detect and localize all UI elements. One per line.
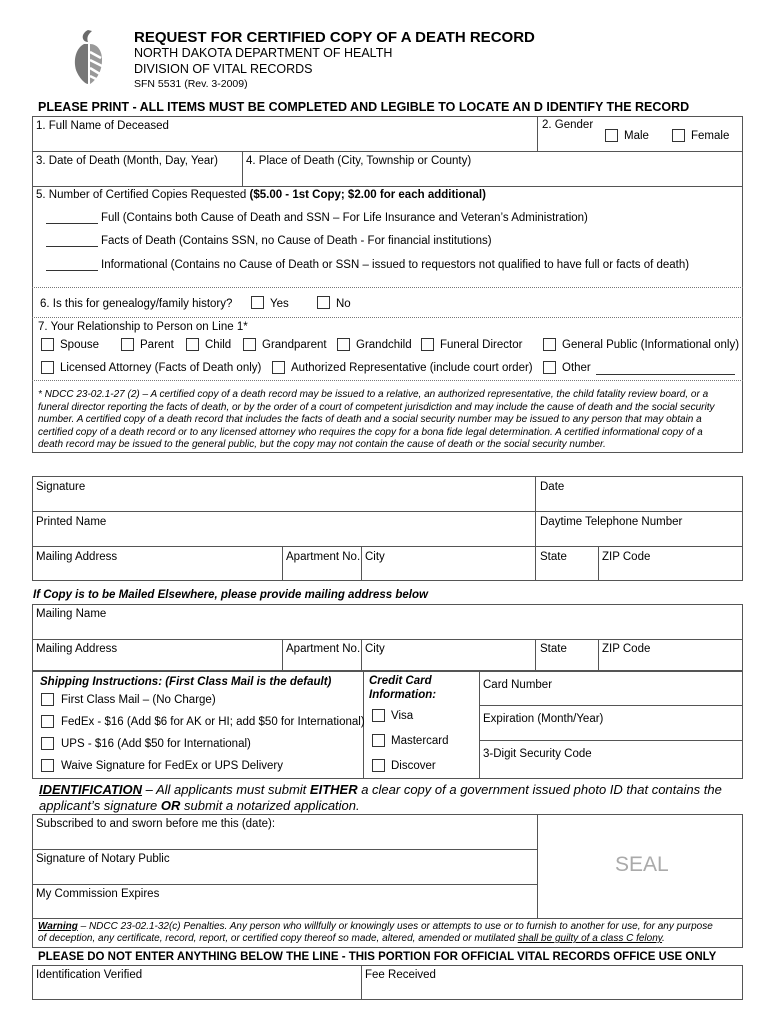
- form-number: SFN 5531 (Rev. 3-2009): [134, 78, 248, 90]
- mailing-name-label: Mailing Name: [36, 608, 107, 620]
- signature-label: Signature: [36, 481, 86, 493]
- credit-card-heading: Credit Card: [369, 675, 432, 687]
- date-label: Date: [540, 481, 565, 493]
- date-of-death-label: 3. Date of Death (Month, Day, Year): [36, 155, 218, 167]
- licensed-attorney-checkbox[interactable]: [41, 361, 54, 374]
- alt-city-label: City: [365, 643, 385, 655]
- office-use-heading: PLEASE DO NOT ENTER ANYTHING BELOW THE LINE - THIS PORTION FOR OFFICIAL VITAL RECORDS OFFICE USE ONLY: [38, 951, 717, 963]
- facts-copies-blank[interactable]: [46, 246, 98, 247]
- notary-signature-label: Signature of Notary Public: [36, 853, 170, 865]
- daytime-phone-field[interactable]: [540, 529, 738, 544]
- genealogy-no-checkbox[interactable]: [317, 296, 330, 309]
- ups-label: UPS - $16 (Add $50 for International): [61, 738, 251, 750]
- grandparent-checkbox[interactable]: [243, 338, 256, 351]
- fedex-checkbox[interactable]: [41, 715, 54, 728]
- other-blank[interactable]: [596, 374, 735, 375]
- child-label: Child: [205, 339, 232, 351]
- alt-mailing-address-label: Mailing Address: [36, 643, 118, 655]
- full-name-label: 1. Full Name of Deceased: [36, 120, 169, 132]
- facts-copy-label: Facts of Death (Contains SSN, no Cause of Death - For financial institutions): [101, 235, 492, 247]
- security-code-field[interactable]: [483, 761, 738, 776]
- grandparent-label: Grandparent: [262, 339, 327, 351]
- other-label: Other: [562, 362, 591, 374]
- card-number-field[interactable]: [483, 691, 738, 704]
- ndcc-note: * NDCC 23-02.1-27 (2) – A certified copy of a death record may be issued to a relative, an authorized representative, the child fatality review board, or a funeral director reporting the facts of death, or by the order of a court of competent jurisdiction and may include the cause of death and the social security number. A certified copy of a death record that includes the facts of death and a social security number may be issued to any person that may obtain a certified copy of a death record or to any licensed attorney who requires the copy for a bona fide legal determination. A certified informational copy of a death record may be issued to the general public, but the copy may not contain the cause of death or the social security number.: [38, 389, 715, 450]
- child-checkbox[interactable]: [186, 338, 199, 351]
- printed-name-label: Printed Name: [36, 516, 107, 528]
- informational-copies-blank[interactable]: [46, 270, 98, 271]
- security-code-label: 3-Digit Security Code: [483, 748, 592, 760]
- funeral-director-checkbox[interactable]: [421, 338, 434, 351]
- grandchild-label: Grandchild: [356, 339, 412, 351]
- print-instruction: PLEASE PRINT - ALL ITEMS MUST BE COMPLETED AND LEGIBLE TO LOCATE AN D IDENTIFY THE RECORD: [38, 100, 690, 114]
- credit-card-heading-2: Information:: [369, 689, 437, 701]
- parent-checkbox[interactable]: [121, 338, 134, 351]
- male-label: Male: [624, 130, 649, 142]
- place-of-death-label: 4. Place of Death (City, Township or County): [246, 155, 472, 167]
- genealogy-question: 6. Is this for genealogy/family history?: [40, 298, 233, 310]
- mastercard-checkbox[interactable]: [372, 734, 385, 747]
- authorized-rep-label: Authorized Representative (include court order): [291, 362, 533, 374]
- identification-notice: IDENTIFICATION – All applicants must submit EITHER a clear copy of a government issued photo ID that contains the applicant’s signature OR submit a notarized application.: [39, 782, 722, 813]
- alt-apt-no-label: Apartment No.: [286, 643, 361, 655]
- state-label: State: [540, 551, 567, 563]
- mailing-name-field[interactable]: [36, 621, 736, 636]
- waive-signature-label: Waive Signature for FedEx or UPS Delivery: [61, 760, 283, 772]
- visa-label: Visa: [391, 710, 414, 722]
- card-number-label: Card Number: [483, 679, 553, 691]
- place-of-death-field[interactable]: [246, 169, 736, 184]
- gender-label: 2. Gender: [542, 119, 594, 131]
- commission-expires-label: My Commission Expires: [36, 888, 160, 900]
- fee-received-label: Fee Received: [365, 969, 436, 981]
- department-name: NORTH DAKOTA DEPARTMENT OF HEALTH: [134, 46, 393, 60]
- subscribed-label: Subscribed to and sworn before me this (date):: [36, 818, 276, 830]
- division-name: DIVISION OF VITAL RECORDS: [134, 62, 313, 76]
- first-class-label: First Class Mail – (No Charge): [61, 694, 216, 706]
- waive-signature-checkbox[interactable]: [41, 759, 54, 772]
- full-copies-blank[interactable]: [46, 223, 98, 224]
- mastercard-label: Mastercard: [391, 735, 449, 747]
- first-class-checkbox[interactable]: [41, 693, 54, 706]
- city-label: City: [365, 551, 385, 563]
- alt-state-label: State: [540, 643, 567, 655]
- signature-field[interactable]: [36, 494, 531, 509]
- genealogy-no-label: No: [336, 298, 351, 310]
- mail-elsewhere-section: [32, 604, 743, 671]
- mailing-address-label: Mailing Address: [36, 551, 118, 563]
- relationship-label: 7. Your Relationship to Person on Line 1*: [38, 321, 248, 333]
- date-field[interactable]: [540, 494, 738, 509]
- date-of-death-field[interactable]: [36, 169, 236, 184]
- mailing-address-field[interactable]: [36, 564, 278, 579]
- licensed-attorney-label: Licensed Attorney (Facts of Death only): [60, 362, 262, 374]
- parent-label: Parent: [140, 339, 174, 351]
- id-verified-label: Identification Verified: [36, 969, 143, 981]
- nd-health-logo: [70, 28, 104, 86]
- discover-label: Discover: [391, 760, 436, 772]
- form-title: REQUEST FOR CERTIFIED COPY OF A DEATH RECORD: [134, 29, 535, 46]
- expiration-field[interactable]: [483, 725, 738, 738]
- ups-checkbox[interactable]: [41, 737, 54, 750]
- commission-expires-field[interactable]: [36, 901, 533, 916]
- authorized-rep-checkbox[interactable]: [272, 361, 285, 374]
- general-public-checkbox[interactable]: [543, 338, 556, 351]
- full-copy-label: Full (Contains both Cause of Death and SSN – For Life Insurance and Veteran’s Administration): [101, 212, 588, 224]
- warning-notice: Warning – NDCC 23-02.1-32(c) Penalties. Any person who willfully or knowingly uses or attempts to use or to furnish to another for use, for any purpose of deception, any certificate, record, report, or certified copy thereof so made, altered, amended or mutilated shall be guilty of a class C felony.: [38, 921, 713, 944]
- city-field[interactable]: [365, 564, 531, 579]
- funeral-director-label: Funeral Director: [440, 339, 523, 351]
- fedex-label: FedEx - $16 (Add $6 for AK or HI; add $50 for International): [61, 716, 365, 728]
- female-label: Female: [691, 130, 730, 142]
- general-public-label: General Public (Informational only): [562, 339, 740, 351]
- alt-zip-label: ZIP Code: [602, 643, 651, 655]
- printed-name-field[interactable]: [36, 529, 531, 544]
- male-checkbox[interactable]: [605, 129, 618, 142]
- spouse-label: Spouse: [60, 339, 100, 351]
- mail-elsewhere-heading: If Copy is to be Mailed Elsewhere, please provide mailing address below: [33, 589, 428, 601]
- other-checkbox[interactable]: [543, 361, 556, 374]
- genealogy-yes-checkbox[interactable]: [251, 296, 264, 309]
- shipping-heading: Shipping Instructions: (First Class Mail is the default): [40, 676, 332, 688]
- subscribed-date-field[interactable]: [36, 832, 533, 847]
- spouse-checkbox[interactable]: [41, 338, 54, 351]
- notary-signature-field[interactable]: [36, 867, 533, 882]
- grandchild-checkbox[interactable]: [337, 338, 350, 351]
- discover-checkbox[interactable]: [372, 759, 385, 772]
- copies-label: 5. Number of Certified Copies Requested ($5.00 - 1st Copy; $2.00 for each additional): [36, 189, 486, 201]
- seal-placeholder: SEAL: [615, 853, 669, 876]
- informational-copy-label: Informational (Contains no Cause of Death or SSN – issued to requestors not qualified to have full or facts of death): [101, 259, 690, 271]
- expiration-label: Expiration (Month/Year): [483, 713, 604, 725]
- female-checkbox[interactable]: [672, 129, 685, 142]
- zip-label: ZIP Code: [602, 551, 651, 563]
- daytime-phone-label: Daytime Telephone Number: [540, 516, 683, 528]
- apt-no-label: Apartment No.: [286, 551, 361, 563]
- visa-checkbox[interactable]: [372, 709, 385, 722]
- genealogy-yes-label: Yes: [270, 298, 289, 310]
- full-name-field[interactable]: [36, 134, 532, 149]
